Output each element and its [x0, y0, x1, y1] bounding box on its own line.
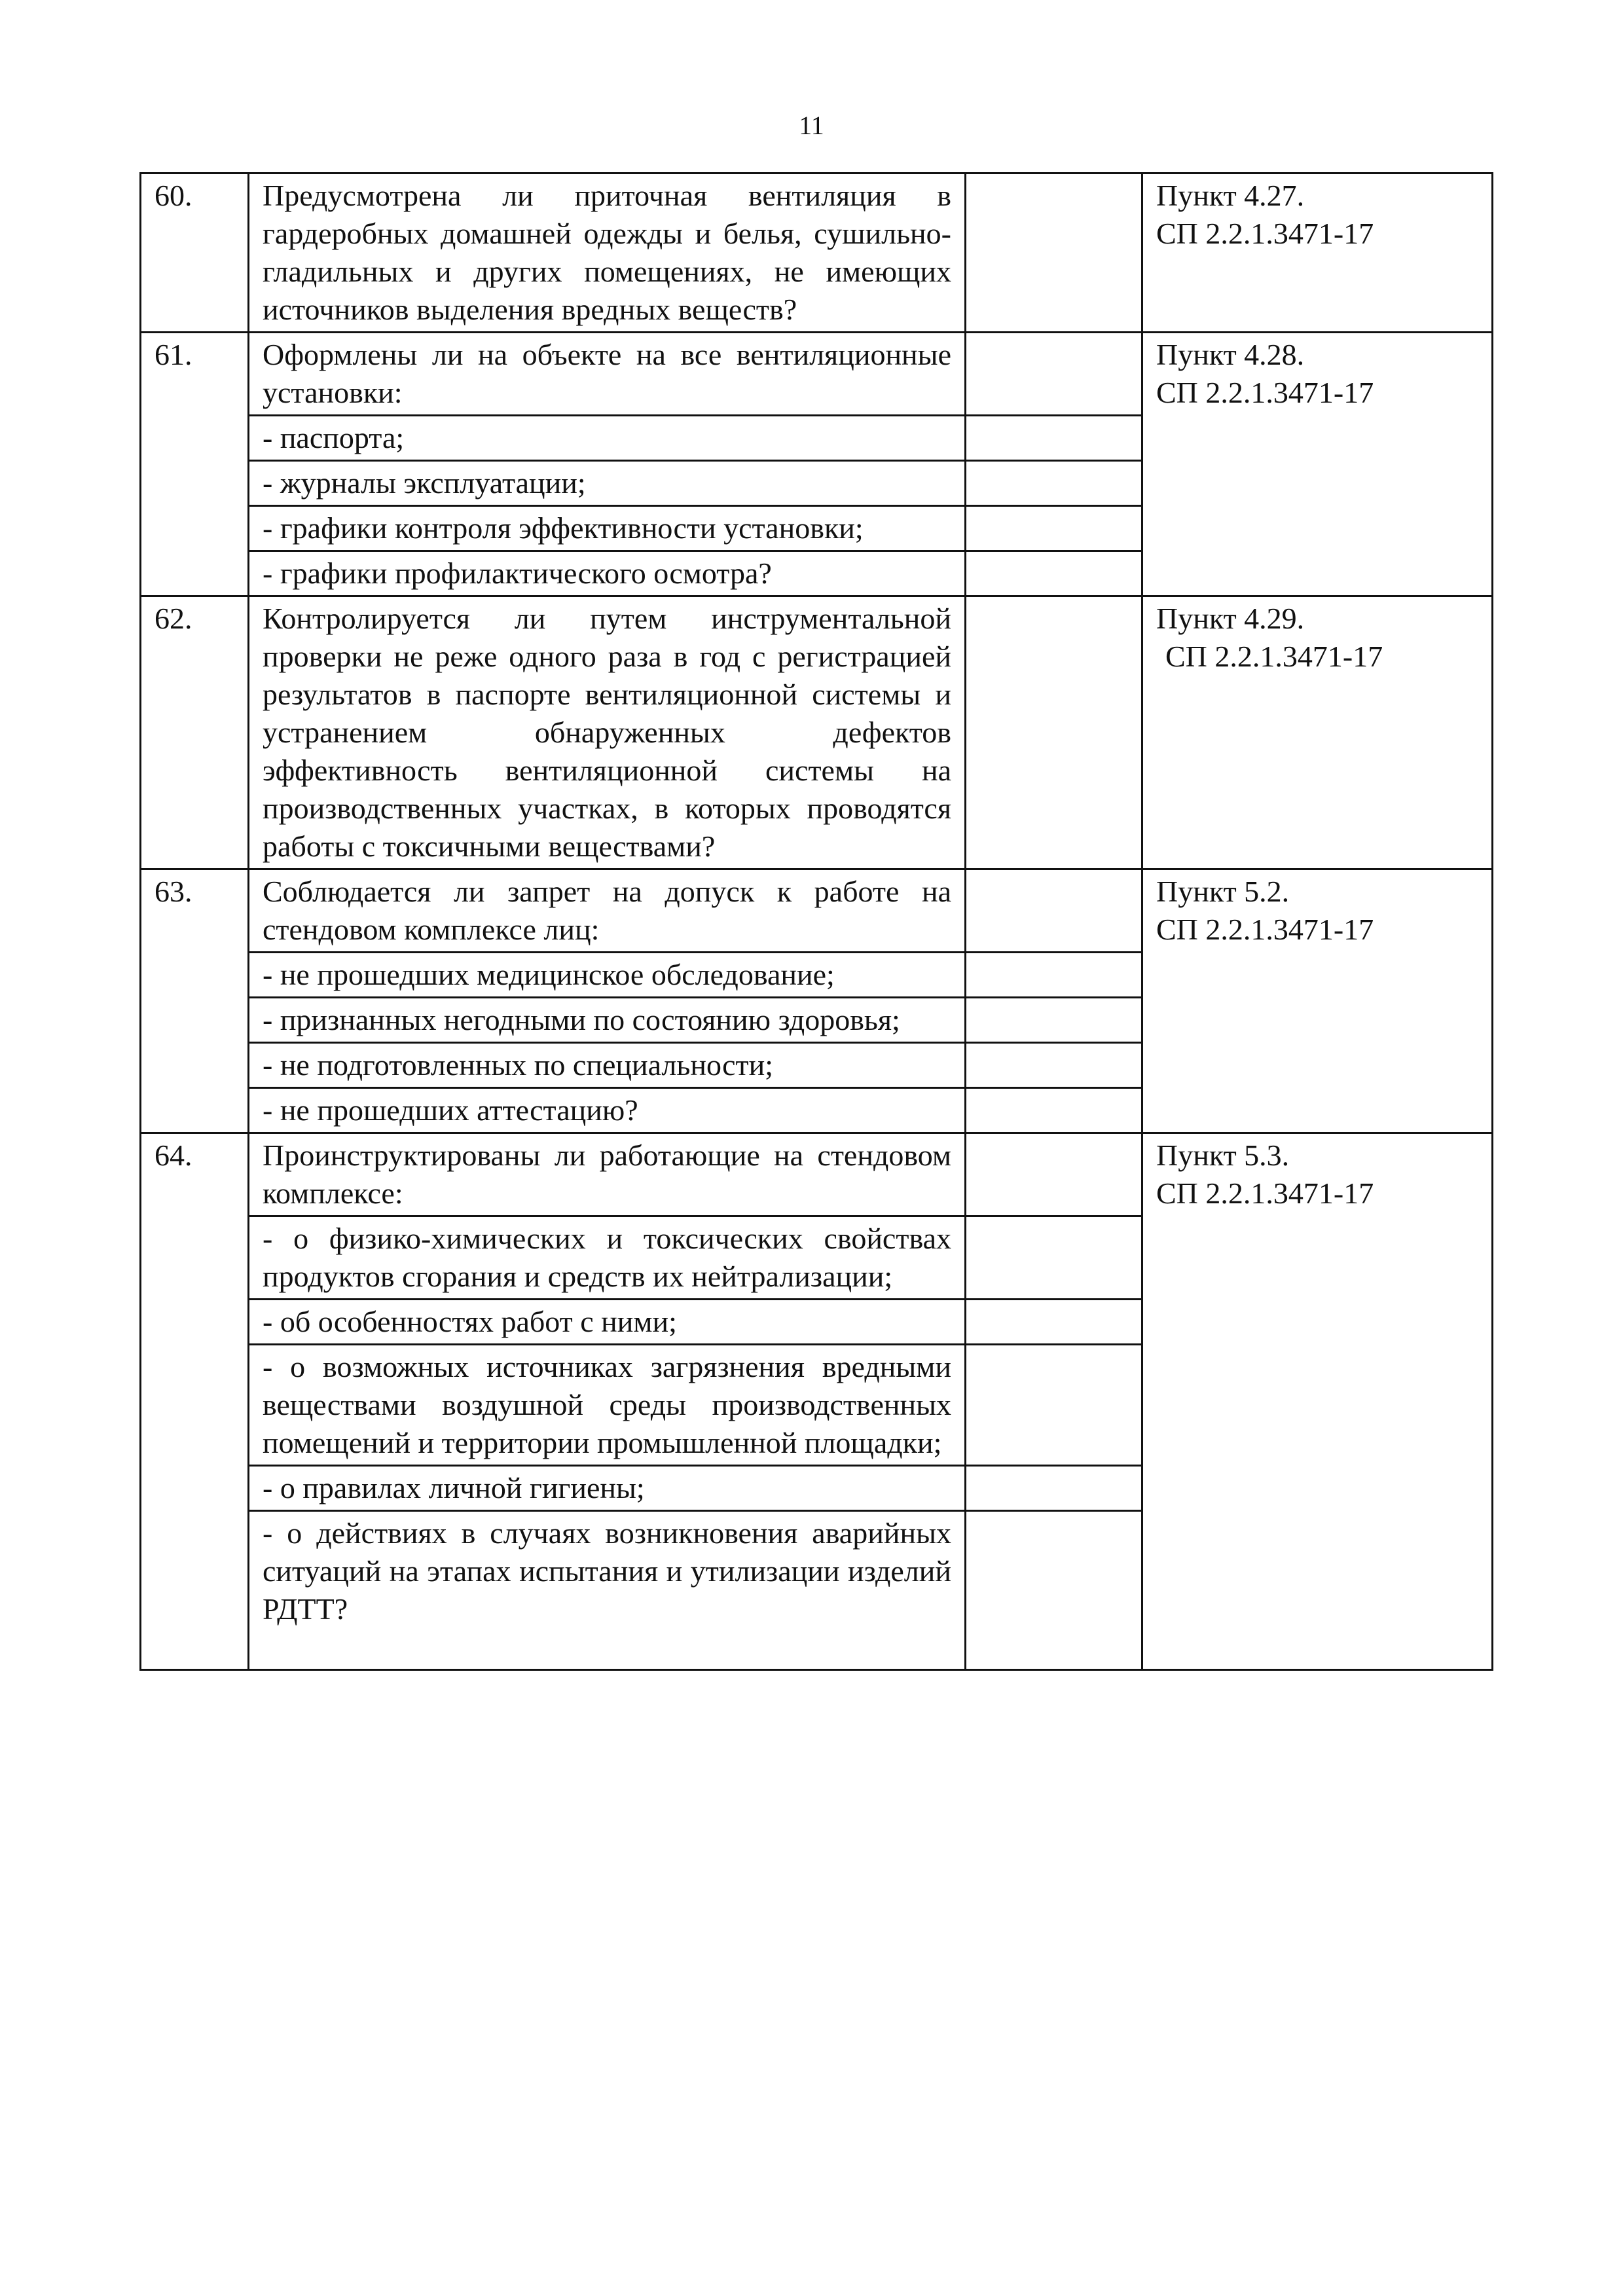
answer-cell[interactable]: [966, 1133, 1142, 1216]
question-text: Контролируется ли путем инструментальной проверки не реже одного раза в год с регистрацией результатов в паспорте вентиляционной системы и устранением обнаруженных дефектов эффективность вентиляционной системы на производственных участках, в которых проводятся работы с токсичными веществами?: [249, 596, 966, 869]
sub-item-text: - графики профилактического осмотра?: [249, 551, 966, 596]
question-text: Соблюдается ли запрет на допуск к работе на стендовом комплексе лиц:: [249, 869, 966, 953]
answer-cell[interactable]: [966, 506, 1142, 551]
checklist-table: [139, 172, 1493, 1671]
sub-item-text: - о правилах личной гигиены;: [249, 1466, 966, 1511]
item-number: 63.: [141, 869, 249, 1133]
answer-cell[interactable]: [966, 998, 1142, 1043]
sub-item-text: - о действиях в случаях возникновения аварийных ситуаций на этапах испытания и утилизации изделий РДТТ?: [249, 1511, 966, 1670]
answer-cell[interactable]: [966, 416, 1142, 461]
reference-cell: [1142, 173, 1493, 333]
sub-item-text: - о возможных источниках загрязнения вредными веществами воздушной среды производственных помещений и территории промышленной площадки;: [249, 1345, 966, 1466]
sub-item-text: - паспорта;: [249, 416, 966, 461]
answer-cell[interactable]: [966, 953, 1142, 998]
sub-item-text: - не прошедших медицинское обследование;: [249, 953, 966, 998]
page-number: 11: [799, 111, 824, 140]
reference-clause: Пункт 4.28.: [1156, 338, 1305, 371]
sub-item-text: - признанных негодными по состоянию здоровья;: [249, 998, 966, 1043]
answer-cell[interactable]: [966, 1300, 1142, 1345]
answer-cell[interactable]: [966, 1216, 1142, 1300]
sub-item-text: - об особенностях работ с ними;: [249, 1300, 966, 1345]
sub-item-text: - не подготовленных по специальности;: [249, 1043, 966, 1088]
answer-cell[interactable]: [966, 173, 1142, 333]
item-number: 62.: [141, 596, 249, 869]
reference-cell: [1142, 869, 1493, 1133]
table-row-60: [141, 173, 1493, 333]
sub-item-text: - о физико-химических и токсических свойствах продуктов сгорания и средств их нейтрализации;: [249, 1216, 966, 1300]
reference-document: СП 2.2.1.3471-17: [1165, 640, 1383, 673]
answer-cell[interactable]: [966, 461, 1142, 506]
reference-cell: [1142, 596, 1493, 869]
question-text: Оформлены ли на объекте на все вентиляционные установки:: [249, 333, 966, 416]
question-text: Предусмотрена ли приточная вентиляция в гардеробных домашней одежды и белья, сушильно-гладильных и других помещениях, не имеющих источников выделения вредных веществ?: [249, 173, 966, 333]
answer-cell[interactable]: [966, 596, 1142, 869]
item-number: 61.: [141, 333, 249, 596]
table-row-63: [141, 869, 1493, 953]
table-row-62: [141, 596, 1493, 869]
reference-clause: Пункт 5.2.: [1156, 875, 1290, 908]
reference-document: СП 2.2.1.3471-17: [1156, 376, 1374, 409]
sub-item-text: - графики контроля эффективности установки;: [249, 506, 966, 551]
answer-cell[interactable]: [966, 551, 1142, 596]
reference-clause: Пункт 4.27.: [1156, 179, 1305, 212]
answer-cell[interactable]: [966, 869, 1142, 953]
sub-item-text: - журналы эксплуатации;: [249, 461, 966, 506]
reference-document: СП 2.2.1.3471-17: [1156, 217, 1374, 250]
reference-document: СП 2.2.1.3471-17: [1156, 913, 1374, 946]
answer-cell[interactable]: [966, 1511, 1142, 1670]
reference-clause: Пункт 5.3.: [1156, 1139, 1290, 1172]
answer-cell[interactable]: [966, 1043, 1142, 1088]
reference-cell: [1142, 333, 1493, 596]
table-row-64: [141, 1133, 1493, 1216]
question-text: Проинструктированы ли работающие на стендовом комплексе:: [249, 1133, 966, 1216]
item-number: 64.: [141, 1133, 249, 1670]
reference-clause: Пункт 4.29.: [1156, 602, 1305, 635]
table-row-61: [141, 333, 1493, 416]
answer-cell[interactable]: [966, 1466, 1142, 1511]
sub-item-text: - не прошедших аттестацию?: [249, 1088, 966, 1133]
answer-cell[interactable]: [966, 333, 1142, 416]
reference-cell: [1142, 1133, 1493, 1670]
answer-cell[interactable]: [966, 1345, 1142, 1466]
reference-document: СП 2.2.1.3471-17: [1156, 1176, 1374, 1210]
item-number: 60.: [141, 173, 249, 333]
answer-cell[interactable]: [966, 1088, 1142, 1133]
